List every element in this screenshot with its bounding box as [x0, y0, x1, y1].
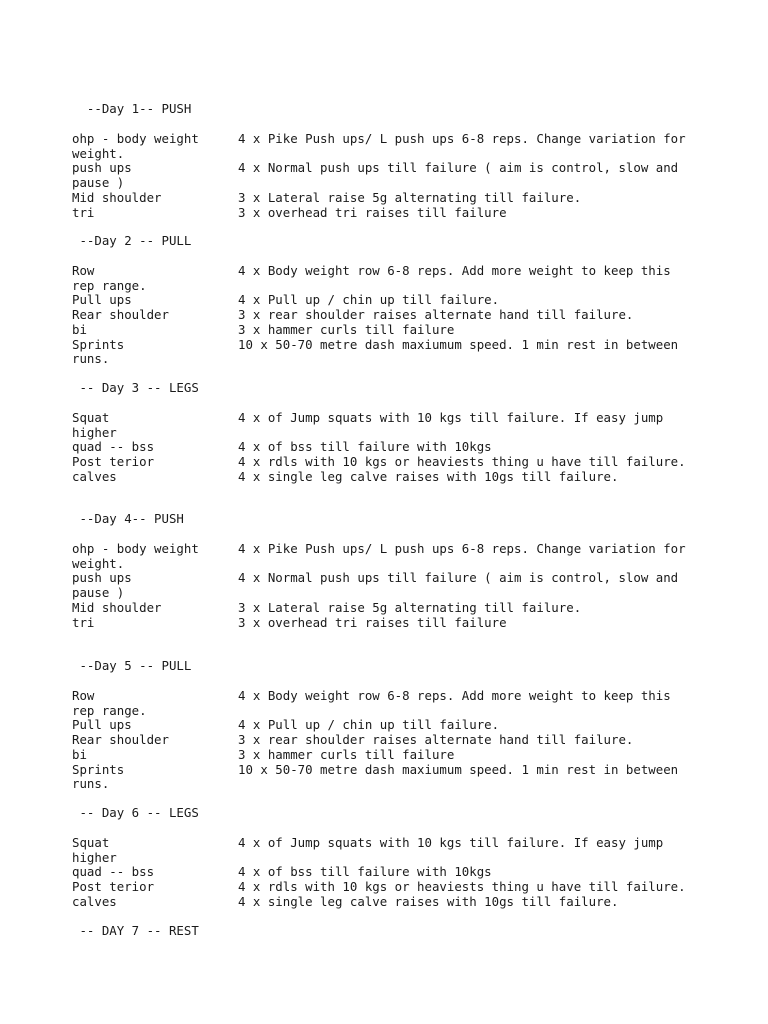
day-heading: --Day 1-- PUSH: [72, 101, 192, 116]
exercise-description: 3 x Lateral raise 5g alternating till failure.: [238, 599, 582, 615]
exercise-label: Post terior: [72, 454, 155, 470]
exercise-wrap-line: rep range.: [72, 702, 147, 718]
exercise-label: ohp - body weight: [72, 541, 199, 556]
exercise-wrap-line: runs.: [72, 351, 110, 367]
exercise-label: Squat: [72, 835, 110, 850]
exercise-wrap-line: weight.: [72, 555, 125, 571]
exercise-label: tri: [72, 614, 95, 630]
day-heading: --Day 5 -- PULL: [72, 658, 192, 673]
exercise-description: 4 x rdls with 10 kgs or heaviests thing u have till failure.: [238, 879, 686, 895]
exercise-description: 3 x rear shoulder raises alternate hand till failure.: [238, 307, 634, 323]
exercise-description: 4 x of bss till failure with 10kgs: [238, 864, 492, 880]
exercise-label: Mid shoulder: [72, 599, 162, 615]
exercise-label: quad -- bss: [72, 864, 155, 880]
day-heading: -- Day 6 -- LEGS: [72, 805, 199, 820]
exercise-description: 3 x overhead tri raises till failure: [238, 204, 507, 220]
exercise-description: 4 x Normal push ups till failure ( aim is control, slow and: [238, 160, 679, 176]
exercise-wrap-line: pause ): [72, 585, 125, 601]
exercise-description: 4 x of bss till failure with 10kgs: [238, 439, 492, 455]
exercise-description: 3 x hammer curls till failure: [238, 746, 455, 762]
exercise-description: 4 x Pike Push ups/ L push ups 6-8 reps. Change variation for: [238, 541, 686, 556]
exercise-description: 4 x Body weight row 6-8 reps. Add more weight to keep this: [238, 688, 671, 703]
exercise-label: Row: [72, 263, 95, 278]
exercise-description: 4 x Pull up / chin up till failure.: [238, 292, 500, 308]
day-heading: -- DAY 7 -- REST: [72, 923, 199, 938]
exercise-description: 4 x Pike Push ups/ L push ups 6-8 reps. Change variation for: [238, 131, 686, 146]
exercise-description: 4 x rdls with 10 kgs or heaviests thing u have till failure.: [238, 454, 686, 470]
exercise-label: tri: [72, 204, 95, 220]
exercise-label: bi: [72, 746, 87, 762]
exercise-label: Mid shoulder: [72, 189, 162, 205]
day-heading: --Day 2 -- PULL: [72, 233, 192, 248]
exercise-description: 10 x 50-70 metre dash maxiumum speed. 1 min rest in between: [238, 761, 679, 777]
exercise-label: Row: [72, 688, 95, 703]
exercise-label: push ups: [72, 160, 132, 176]
exercise-label: calves: [72, 893, 117, 909]
exercise-description: 3 x hammer curls till failure: [238, 321, 455, 337]
exercise-label: bi: [72, 321, 87, 337]
exercise-label: Pull ups: [72, 717, 132, 733]
exercise-wrap-line: higher: [72, 849, 117, 865]
exercise-description: 4 x of Jump squats with 10 kgs till failure. If easy jump: [238, 835, 664, 850]
exercise-description: 4 x single leg calve raises with 10gs till failure.: [238, 468, 619, 484]
exercise-label: Sprints: [72, 761, 125, 777]
exercise-wrap-line: weight.: [72, 145, 125, 161]
exercise-label: Post terior: [72, 879, 155, 895]
exercise-description: 10 x 50-70 metre dash maxiumum speed. 1 min rest in between: [238, 336, 679, 352]
exercise-label: ohp - body weight: [72, 131, 199, 146]
exercise-description: 4 x Pull up / chin up till failure.: [238, 717, 500, 733]
day-heading: -- Day 3 -- LEGS: [72, 380, 199, 395]
exercise-label: Squat: [72, 410, 110, 425]
exercise-description: 4 x Body weight row 6-8 reps. Add more weight to keep this: [238, 263, 671, 278]
exercise-description: 3 x Lateral raise 5g alternating till failure.: [238, 189, 582, 205]
exercise-description: 4 x of Jump squats with 10 kgs till failure. If easy jump: [238, 410, 664, 425]
exercise-label: Rear shoulder: [72, 732, 169, 748]
exercise-label: Rear shoulder: [72, 307, 169, 323]
exercise-description: 3 x rear shoulder raises alternate hand till failure.: [238, 732, 634, 748]
exercise-label: Pull ups: [72, 292, 132, 308]
exercise-label: Sprints: [72, 336, 125, 352]
exercise-label: quad -- bss: [72, 439, 155, 455]
exercise-wrap-line: runs.: [72, 776, 110, 792]
exercise-wrap-line: higher: [72, 424, 117, 440]
exercise-description: 4 x Normal push ups till failure ( aim is control, slow and: [238, 570, 679, 586]
exercise-wrap-line: pause ): [72, 175, 125, 191]
exercise-wrap-line: rep range.: [72, 277, 147, 293]
exercise-label: calves: [72, 468, 117, 484]
exercise-description: 3 x overhead tri raises till failure: [238, 614, 507, 630]
exercise-description: 4 x single leg calve raises with 10gs till failure.: [238, 893, 619, 909]
exercise-label: push ups: [72, 570, 132, 586]
day-heading: --Day 4-- PUSH: [72, 511, 184, 526]
